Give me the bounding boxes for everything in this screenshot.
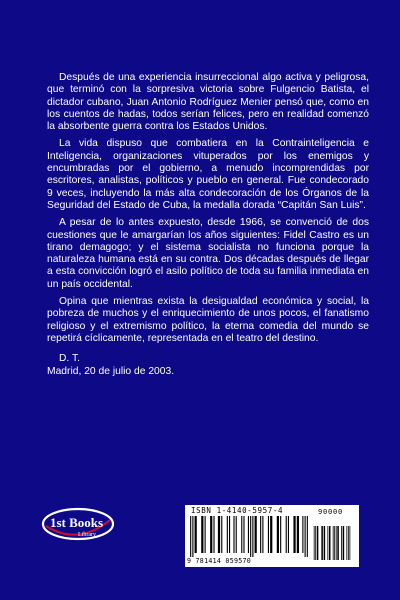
barcode-bar — [243, 516, 244, 553]
barcode-bar — [329, 526, 331, 560]
barcode-bar — [314, 526, 315, 560]
barcode-bar — [346, 526, 347, 560]
barcode-bar — [336, 526, 337, 560]
barcode-bar — [324, 526, 326, 560]
paragraph-2: La vida dispuso que combatiera en la Contrainteligencia e Inteligencia, organizaciones vituperados por los enemigos y encumbradas por el gobierno, a menudo incomprendidas por escritores, analistas, políticos y pueblo en general. Fue condecorado 9 veces, incluyendo la más alta condecoración de los Órganos de la Seguridad del Estado de Cuba, la medalla dorada “Capitán San Luis”. — [47, 138, 369, 211]
barcode-bar — [205, 516, 206, 553]
barcode-bar — [229, 516, 230, 553]
barcode-bar — [268, 516, 269, 553]
barcode-bar — [341, 526, 342, 560]
barcode-bar — [337, 526, 339, 560]
barcode-bar — [305, 516, 306, 557]
paragraph-1: Después de una experiencia insurreccional algo activa y peligrosa, que terminó con la sorpresiva victoria sobre Fulgencio Batista, el dictador cubano, Juan Antonio Rodríguez Menier pensó que, como en los cuentos de hadas, todos serían felices, pero en realidad comenzó la absorbente guerra contra los Estados Unidos. — [47, 72, 369, 133]
addon-digits: 90000 — [318, 508, 344, 516]
barcode-bar — [192, 516, 193, 557]
signature-initials: D. T. — [59, 353, 80, 365]
barcode-bar — [218, 516, 220, 553]
barcode-bar — [297, 516, 299, 553]
barcode-bar — [307, 516, 308, 557]
barcode-bar — [227, 516, 228, 553]
publisher-logo-graphic — [40, 506, 114, 542]
barcode-bar — [348, 526, 349, 560]
barcode-bar — [327, 526, 328, 560]
ean-digits: 9 781414 059570 — [187, 557, 252, 565]
barcode-bar — [210, 516, 212, 553]
barcode-bar — [195, 516, 197, 553]
barcode-bar — [286, 516, 287, 553]
barcode-bar — [221, 516, 222, 553]
barcode-bar — [349, 526, 350, 560]
addon-barcode — [313, 516, 355, 560]
barcode-bar — [293, 516, 295, 553]
barcode-bar — [236, 516, 237, 553]
barcode-bar — [270, 516, 272, 553]
barcode-bar — [280, 516, 281, 553]
barcode-bar — [317, 526, 319, 560]
barcode-bar — [277, 516, 279, 553]
signature — [47, 353, 369, 378]
publisher-logo — [40, 506, 114, 542]
barcode-bar — [343, 526, 345, 560]
synopsis-text — [47, 72, 369, 378]
barcode-bar — [250, 516, 251, 557]
barcode-bar — [252, 516, 253, 557]
barcode-bar — [201, 516, 203, 553]
barcode-bar — [190, 516, 191, 557]
barcode-bar — [241, 516, 242, 553]
barcode-bar — [255, 516, 257, 553]
barcode-bar — [248, 516, 249, 553]
logo-sub-text: Library — [78, 532, 96, 538]
barcode-bar — [333, 526, 334, 560]
barcode-bar — [334, 526, 335, 560]
logo-main-text: 1st Books — [50, 515, 104, 530]
barcode-bar — [315, 526, 316, 560]
barcode-bar — [321, 526, 323, 560]
paragraph-3: A pesar de lo antes expuesto, desde 1966, se convenció de dos cuestiones que le amargarían los años siguientes: Fidel Castro es un tirano demagogo; y el sistema socialista no funciona porque la naturaleza humana está en su contra. Dos décadas después de llegar a esta convicción logró el asilo político de toda su familia inmediata en un país occidental. — [47, 217, 369, 290]
barcode-bar — [260, 516, 261, 553]
barcode-bar — [213, 516, 214, 553]
barcode-panel — [185, 505, 359, 567]
isbn-label: ISBN 1-4140-5957-4 — [191, 506, 284, 515]
barcode-bar — [302, 516, 303, 553]
signature-place-date: Madrid, 20 de julio de 2003. — [47, 365, 175, 377]
barcode-bar — [262, 516, 263, 553]
paragraph-4: Opina que mientras exista la desigualdad económica y social, la pobreza de muchos y el enriquecimiento de unos pocos, el fanatismo religioso y el extremismo político, la eterna comedia del mundo se repetirá cíclicamente, representada en el teatro del destino. — [47, 296, 369, 344]
barcode-bar — [288, 516, 289, 553]
ean-barcode — [189, 516, 311, 557]
barcode-bar — [233, 516, 234, 553]
